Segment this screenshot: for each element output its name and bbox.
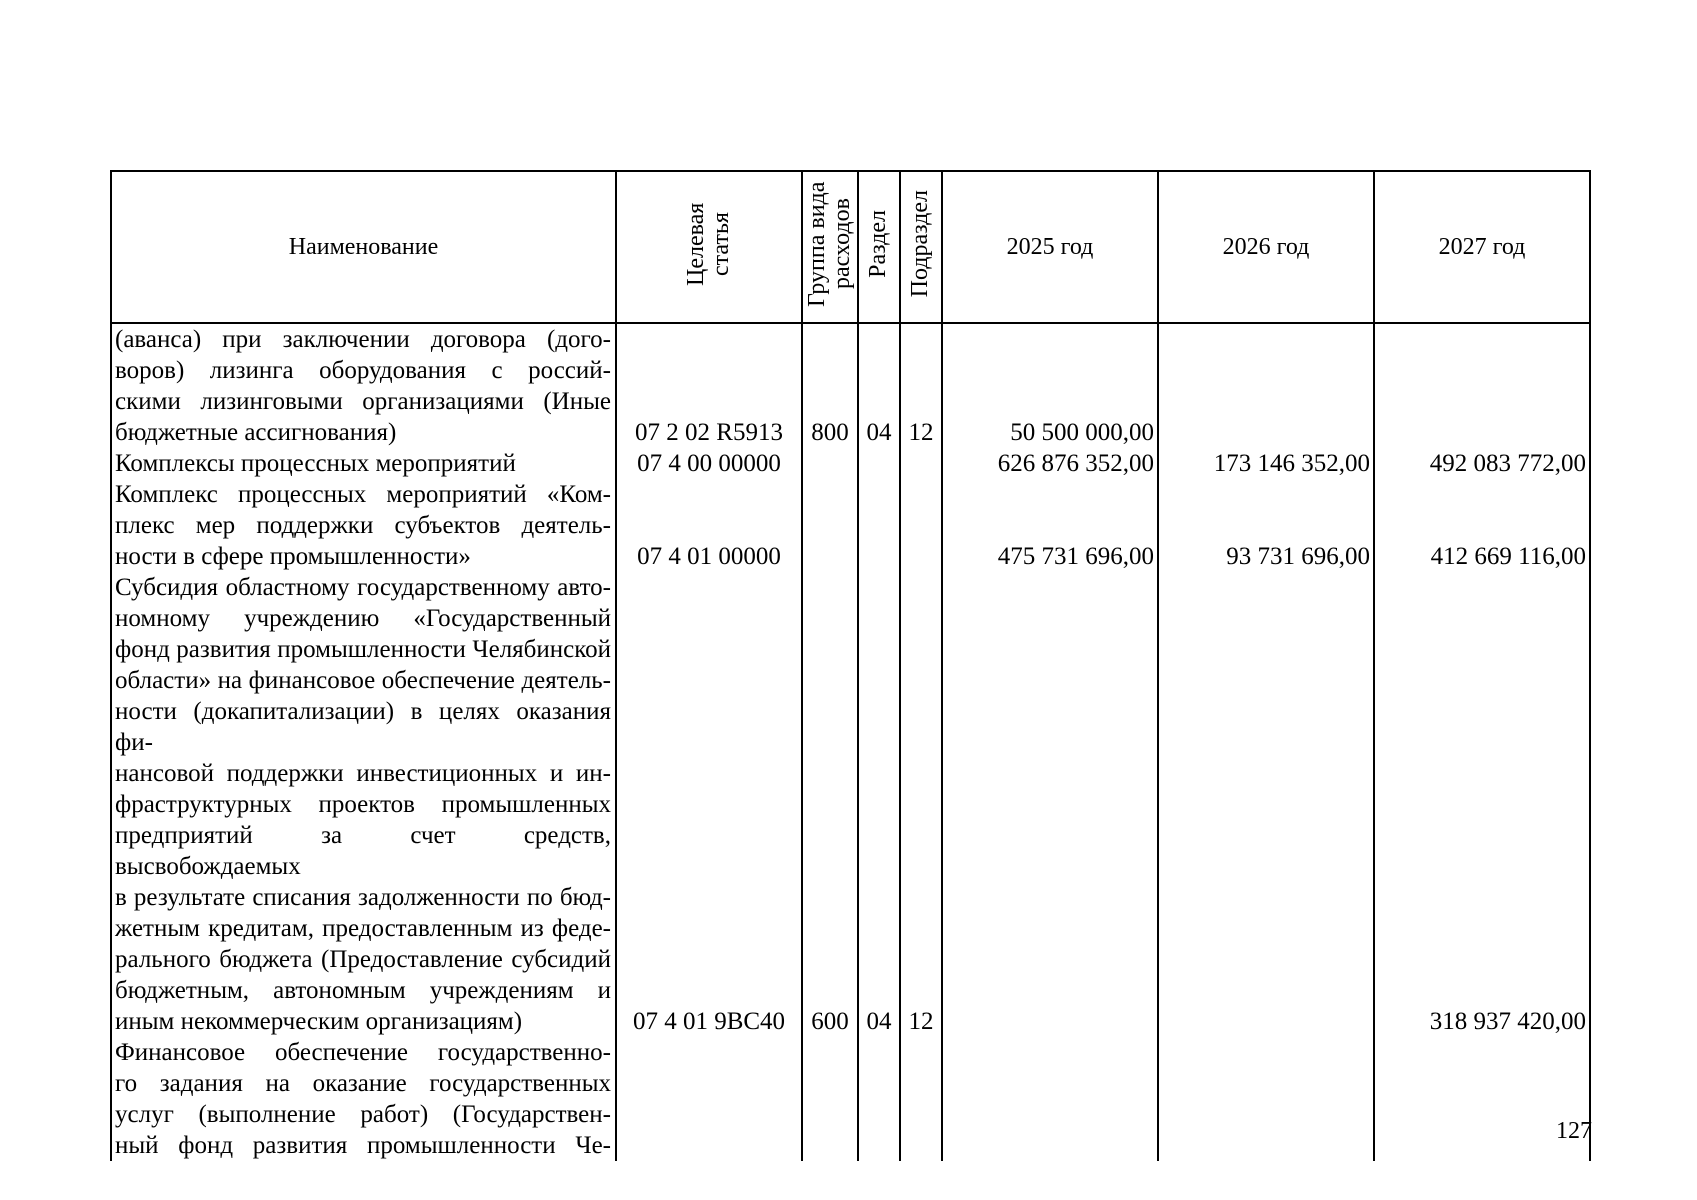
table-row [111,479,1590,572]
name-line: Комплекс процессных мероприятий «Ком- [115,481,611,508]
cell-subsection: 12 [900,323,942,448]
cell-target [616,1037,802,1161]
name-line: плекс мер поддержки субъектов деятель- [115,512,611,539]
cell-2027: 412 669 116,00 [1374,479,1590,572]
name-line: области» на финансовое обеспечение деятель- [115,667,611,694]
cell-2027 [1374,323,1590,448]
cell-section [858,448,900,479]
cell-subsection: 12 [900,572,942,1037]
cell-group [802,448,858,479]
cell-name [111,572,616,1037]
header-2025: 2025 год [942,171,1158,323]
table-body [111,323,1590,1161]
header-section: Раздел [858,171,900,323]
cell-name [111,1037,616,1161]
table-header-row [111,171,1590,323]
name-line: иным некоммерческим организациям) [115,1008,523,1035]
cell-2027: 492 083 772,00 [1374,448,1590,479]
name-line: рального бюджета (Предоставление субсидий [115,946,611,973]
budget-table [110,170,1591,1161]
name-line: нансовой поддержки инвестиционных и ин- [115,760,611,787]
cell-target: 07 4 01 9ВС40 [616,572,802,1037]
cell-group [802,1037,858,1161]
header-target: Целевая статья [616,171,802,323]
header-name: Наименование [111,171,616,323]
cell-section [858,479,900,572]
cell-section: 04 [858,572,900,1037]
page-number: 127 [1556,1118,1592,1144]
cell-2027: 318 937 420,00 [1374,572,1590,1037]
name-line: бюджетным, автономным учреждениям и [115,977,611,1004]
cell-2026 [1158,572,1374,1037]
header-group: Группа вида расходов [802,171,858,323]
cell-section [858,1037,900,1161]
name-line: (аванса) при заключении договора (дого- [115,326,611,353]
cell-group: 600 [802,572,858,1037]
name-line: го задания на оказание государственных [115,1070,611,1097]
cell-subsection [900,479,942,572]
cell-2025 [942,572,1158,1037]
cell-2026 [1158,323,1374,448]
cell-subsection [900,448,942,479]
table-row [111,572,1590,1037]
cell-target: 07 4 01 00000 [616,479,802,572]
name-line: услуг (выполнение работ) (Государствен- [115,1101,611,1128]
cell-name [111,479,616,572]
table-row [111,448,1590,479]
name-line: бюджетные ассигнования) [115,419,397,446]
cell-group: 800 [802,323,858,448]
cell-2025: 626 876 352,00 [942,448,1158,479]
cell-target: 07 2 02 R5913 [616,323,802,448]
cell-2025: 475 731 696,00 [942,479,1158,572]
cell-group [802,479,858,572]
name-line: в результате списания задолженности по бюд- [115,884,611,911]
name-line: фраструктурных проектов промышленных [115,791,611,818]
cell-2026: 93 731 696,00 [1158,479,1374,572]
name-line: предприятий за счет средств, высвобождаемых [115,822,611,880]
name-line: ный фонд развития промышленности Че- [115,1132,611,1159]
cell-2025 [942,1037,1158,1161]
table-row [111,323,1590,448]
cell-target: 07 4 00 00000 [616,448,802,479]
name-line: Комплексы процессных мероприятий [115,450,516,477]
name-line: скими лизинговыми организациями (Иные [115,388,611,415]
cell-2026: 173 146 352,00 [1158,448,1374,479]
cell-subsection [900,1037,942,1161]
name-line: номному учреждению «Государственный [115,605,611,632]
header-subsection: Подраздел [900,171,942,323]
header-2027: 2027 год [1374,171,1590,323]
name-line: Субсидия областному государственному авто- [115,574,611,601]
cell-section: 04 [858,323,900,448]
header-2026: 2026 год [1158,171,1374,323]
name-line: жетным кредитам, предоставленным из феде- [115,915,611,942]
name-line: Финансовое обеспечение государственно- [115,1039,611,1066]
name-line: ности (докапитализации) в целях оказания фи- [115,698,611,756]
cell-name [111,448,616,479]
table-row [111,1037,1590,1161]
name-line: ности в сфере промышленности» [115,543,471,570]
cell-2025: 50 500 000,00 [942,323,1158,448]
name-line: фонд развития промышленности Челябинской [115,636,611,663]
cell-2026 [1158,1037,1374,1161]
cell-name [111,323,616,448]
name-line: воров) лизинга оборудования с россий- [115,357,611,384]
